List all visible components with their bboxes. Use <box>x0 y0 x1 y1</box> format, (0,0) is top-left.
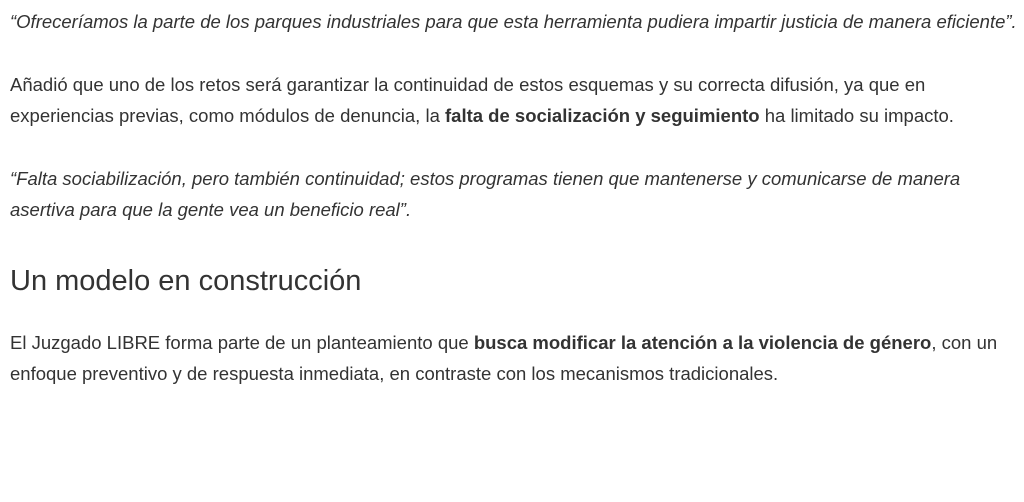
paragraph-text: El Juzgado LIBRE forma parte de un planteamiento que <box>10 332 474 353</box>
quote-paragraph-1: “Ofreceríamos la parte de los parques industriales para que esta herramienta pudiera impartir justicia de manera eficiente”. <box>10 11 1017 32</box>
paragraph-bold-text: falta de socialización y seguimiento <box>445 105 760 126</box>
section-heading: Un modelo en construcción <box>10 265 362 297</box>
paragraph-bold-text: busca modificar la atención a la violencia de género <box>473 332 932 353</box>
paragraph-text: , con un enfoque preventivo y de respuesta inmediata, en contraste con los mecanismos tradicionales. <box>10 332 998 384</box>
body-paragraph-3 <box>10 327 1020 389</box>
quote-paragraph-2: “Falta sociabilización, pero también continuidad; estos programas tienen que mantenerse y comunicarse de manera asertiva para que la gente vea un beneficio real”. <box>10 168 961 220</box>
body-paragraph-2 <box>10 69 1020 131</box>
paragraph-text: Añadió que uno de los retos será garantizar la continuidad de estos esquemas y su correcta difusión, ya que en experiencias previas, como módulos de denuncia, la <box>10 74 926 126</box>
paragraph-text: ha limitado su impacto. <box>759 105 954 126</box>
